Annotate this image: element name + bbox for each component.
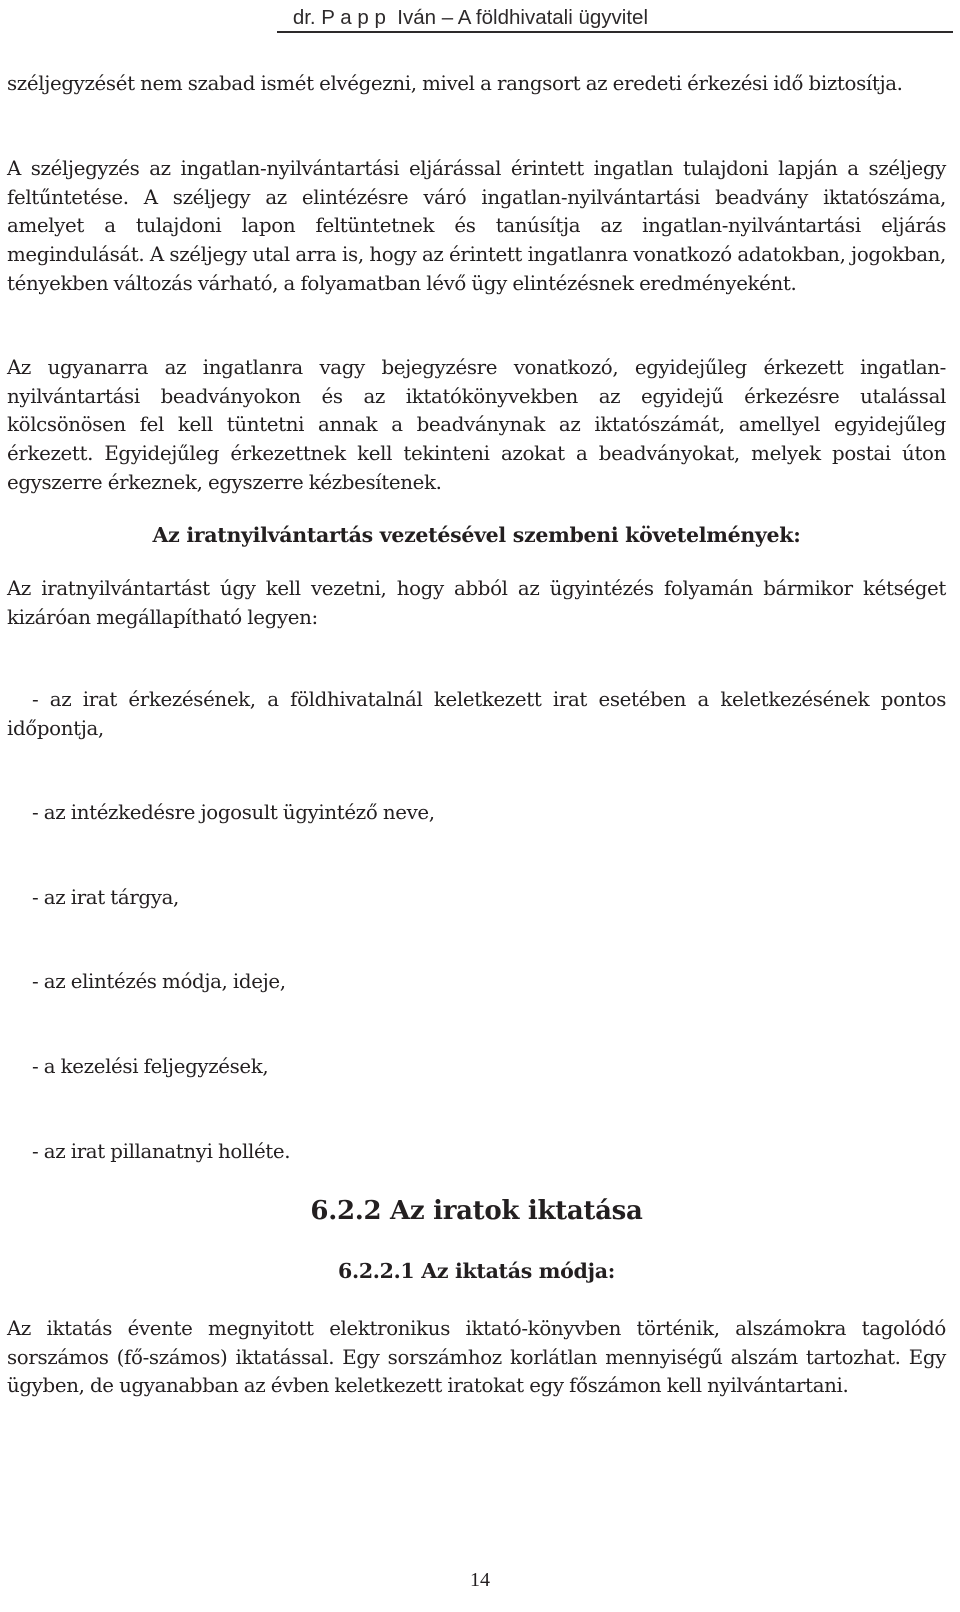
- list-item: - az irat pillanatnyi holléte.: [32, 1140, 291, 1163]
- paragraph-requirements-intro: Az iratnyilvántartást úgy kell vezetni, hogy abból az ügyintézés folyamán bármikor kétséget kizáróan megállapítható legyen:: [7, 577, 946, 629]
- page-header: [0, 0, 953, 56]
- section-heading: 6.2.2 Az iratok iktatása: [310, 1196, 643, 1226]
- running-header-title: dr. P a p p Iván – A földhivatali ügyvitel: [292, 6, 648, 29]
- list-item: - az irat érkezésének, a földhivatalnál keletkezett irat esetében a keletkezésének pontos időpontja,: [7, 688, 946, 740]
- list-item: - a kezelési feljegyzések,: [32, 1055, 269, 1078]
- paragraph-egyideju: Az ugyanarra az ingatlanra vagy bejegyzésre vonatkozó, egyidejűleg érkezett ingatlan-nyilvántartási beadványokon és az iktatókönyvekben az egyidejű érkezésre utalással kölcsönösen fel kell tüntetni annak a beadványnak az iktatószámát, amellyel egyidejűleg érkezett. Egyidejűleg érkezettnek kell tekinteni azokat a beadványokat, melyek postai úton egyszerre érkeznek, egyszerre kézbesítenek.: [7, 356, 946, 494]
- list-item: - az elintézés módja, ideje,: [32, 970, 286, 993]
- heading-requirements: Az iratnyilvántartás vezetésével szembeni követelmények:: [152, 523, 801, 547]
- paragraph-iktatas: Az iktatás évente megnyitott elektronikus iktató-könyvben történik, alszámokra tagolódó sorszámos (fő-számos) iktatással. Egy sorszámhoz korlátlan mennyiségű alszám tartozhat. Egy ügyben, de ugyanabban az évben keletkezett iratokat egy főszámon kell nyilvántartani.: [7, 1317, 946, 1398]
- list-item: - az irat tárgya,: [32, 886, 179, 909]
- subsection-heading: 6.2.2.1 Az iktatás módja:: [338, 1259, 615, 1283]
- list-item: - az intézkedésre jogosult ügyintéző neve,: [32, 801, 435, 824]
- paragraph-continuation: széljegyzését nem szabad ismét elvégezni, mivel a rangsort az eredeti érkezési idő biztosítja.: [7, 72, 903, 95]
- header-rule: [277, 31, 953, 33]
- paragraph-szeljegy: A széljegyzés az ingatlan-nyilvántartási eljárással érintett ingatlan tulajdoni lapján a széljegy feltűntetése. A széljegy az elintézésre váró ingatlan-nyilvántartási beadvány iktatószáma, amelyet a tulajdoni lapon feltüntetnek és tanúsítja az ingatlan-nyilvántartási eljárás megindulását. A széljegy utal arra is, hogy az érintett ingatlanra vonatkozó adatokban, jogokban, tényekben változás várható, a folyamatban lévő ügy elintézésnek eredményeként.: [7, 157, 946, 295]
- page-number: 14: [470, 1569, 490, 1591]
